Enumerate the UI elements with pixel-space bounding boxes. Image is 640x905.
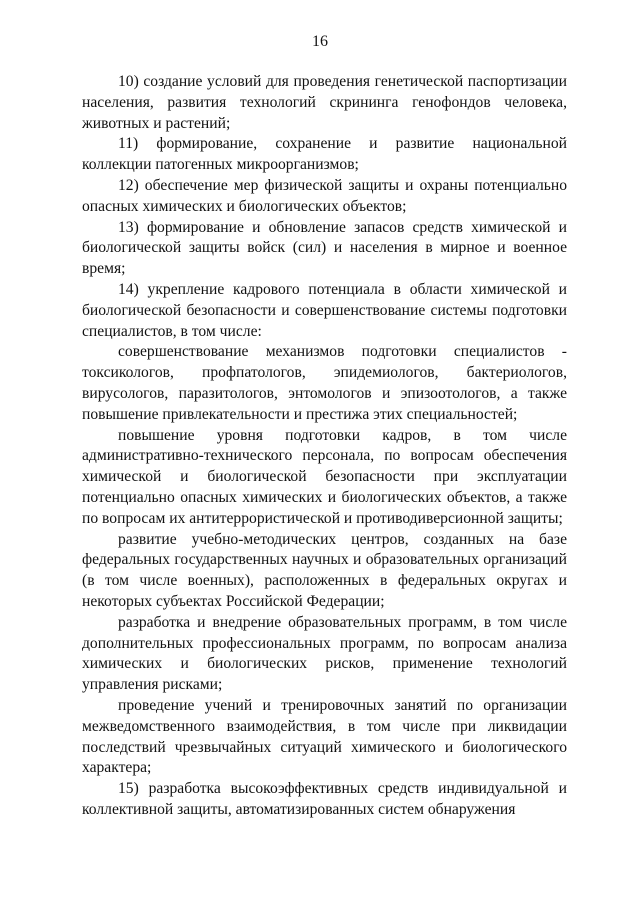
page-number: 16 xyxy=(312,33,328,50)
paragraph-subitem-educational-programs: разработка и внедрение образовательных программ, в том числе дополнительных профессиональных программ, по вопросам анализа химических и биологических рисков, применение технологий управления рисками; xyxy=(82,613,567,694)
paragraph-subitem-staff-qualification: повышение уровня подготовки кадров, в том числе административно-технического персонала, по вопросам обеспечения химической и биологической безопасности при эксплуатации потенциально опасных химических и биологических объектов, а также по вопросам их антитеррористической и противодиверсионной защиты; xyxy=(82,426,567,527)
paragraph-item-10: 10) создание условий для проведения генетической паспортизации населения, развития технологий скрининга генофондов человека, животных и растений; xyxy=(82,73,567,132)
document-body xyxy=(82,72,567,821)
paragraph-item-14: 14) укрепление кадрового потенциала в области химической и биологической безопасности и совершенствование системы подготовки специалистов, в том числе: xyxy=(82,280,567,340)
paragraph-item-13: 13) формирование и обновление запасов средств химической и биологической защиты войск (сил) и населения в мирное и военное время; xyxy=(82,218,567,278)
paragraph-subitem-exercises: проведение учений и тренировочных занятий по организации межведомственного взаимодействия, в том числе при ликвидации последствий чрезвычайных ситуаций химического и биологического характера; xyxy=(82,696,567,777)
paragraph-item-12: 12) обеспечение мер физической защиты и охраны потенциально опасных химических и биологических объектов; xyxy=(82,176,567,215)
paragraph-item-15: 15) разработка высокоэффективных средств индивидуальной и коллективной защиты, автоматизированных систем обнаружения xyxy=(82,780,567,818)
paragraph-subitem-training-centers: развитие учебно-методических центров, созданных на базе федеральных государственных научных и образовательных организаций (в том числе военных), расположенных в федеральных округах и некоторых субъектах Российской Федерации; xyxy=(82,530,567,610)
paragraph-item-11: 11) формирование, сохранение и развитие национальной коллекции патогенных микроорганизмов; xyxy=(82,135,567,174)
paragraph-subitem-specialists-training: совершенствование механизмов подготовки специалистов - токсикологов, профпатологов, эпидемиологов, бактериологов, вирусологов, паразитологов, энтомологов и эпизоотологов, а также повышение привлекательности и престижа этих специальностей; xyxy=(82,343,567,423)
